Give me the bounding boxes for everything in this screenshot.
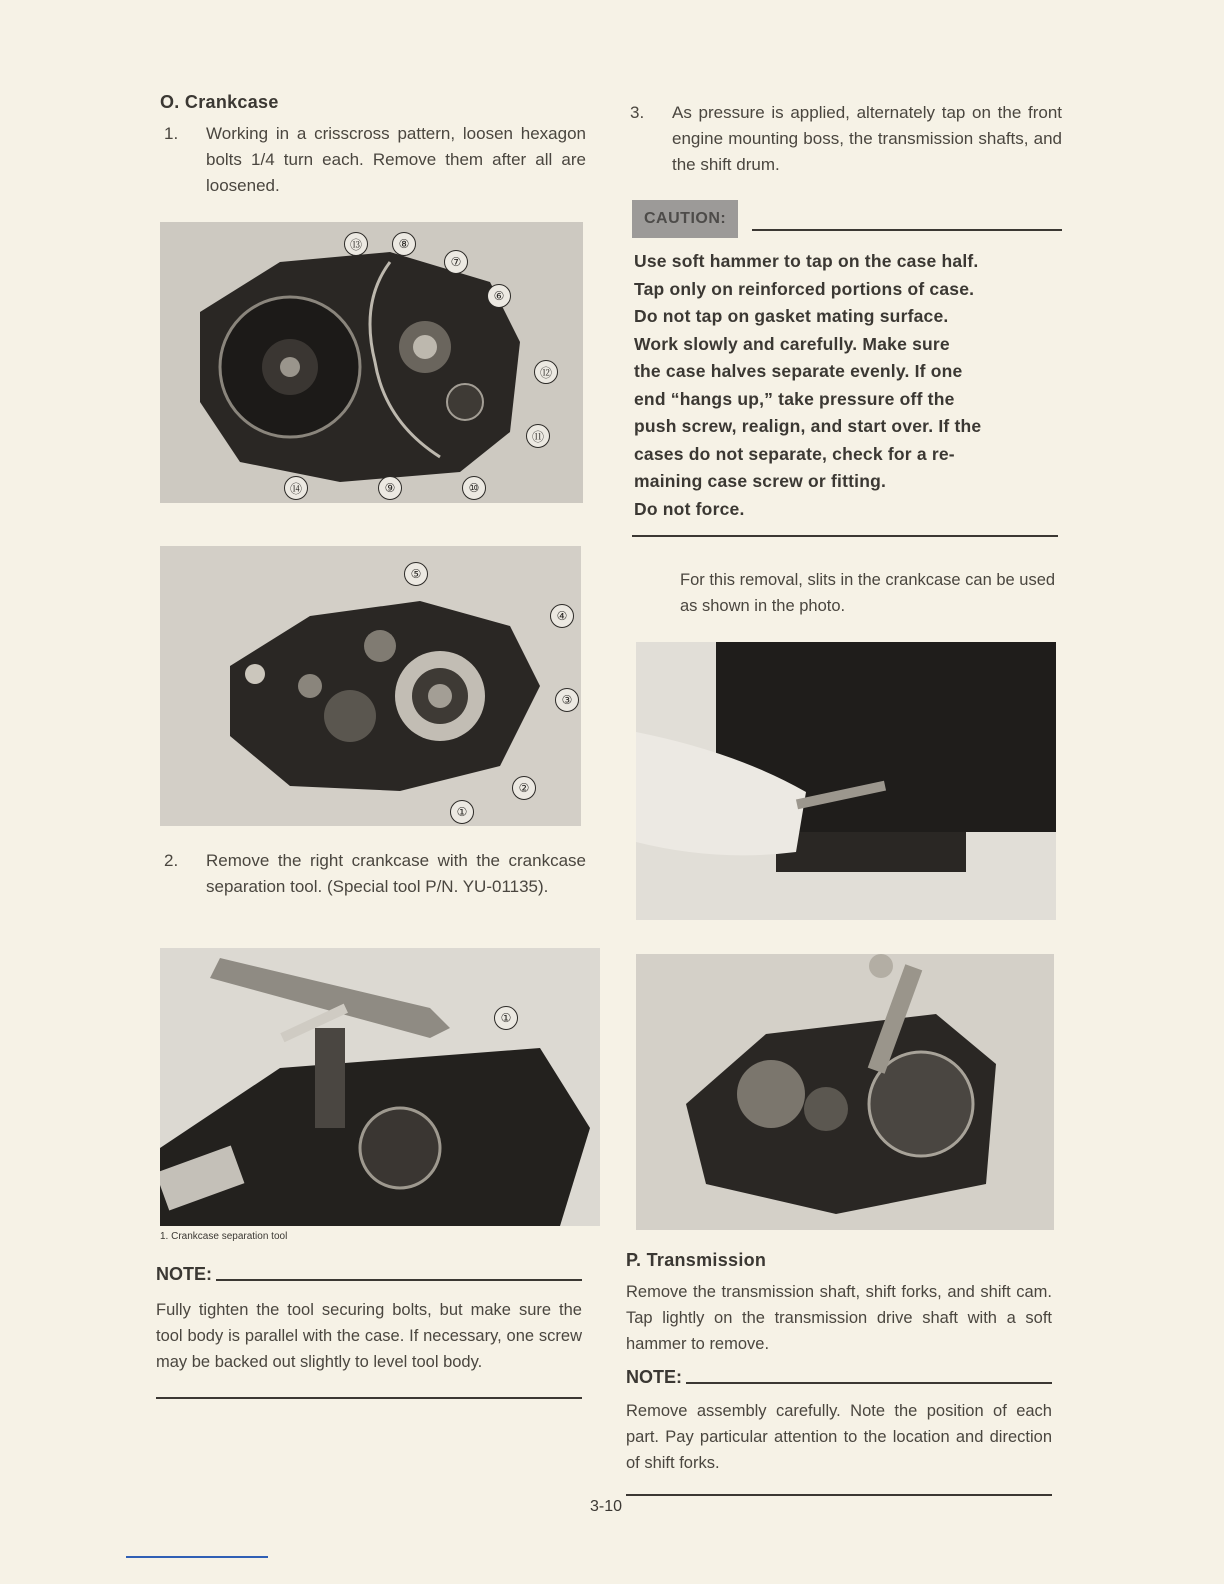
step-2 (156, 848, 586, 900)
section-p-heading: P. Transmission (626, 1250, 767, 1270)
callout-2: ② (512, 776, 536, 800)
section-p-note-text: Remove assembly carefully. Note the position of each part. Pay particular attention to the location and direction of shift forks. (626, 1402, 1052, 1472)
separation-tool-illustration (160, 948, 600, 1226)
step-1 (156, 121, 586, 199)
caution-line: Do not tap on gasket mating surface. (634, 306, 949, 326)
photo-caption: 1. Crankcase separation tool (160, 1231, 288, 1242)
callout-10: ⑩ (462, 476, 486, 500)
note-text: Fully tighten the tool securing bolts, but make sure the tool body is parallel with the case. If necessary, one screw may be backed out slightly to level tool body. (156, 1301, 582, 1371)
note-label: NOTE: (156, 1264, 212, 1284)
step-2-number: 2. (164, 851, 179, 870)
note-rule (216, 1279, 582, 1281)
caution-line: Use soft hammer to tap on the case half. (634, 251, 979, 271)
caution-line: maining case screw or fitting. (634, 471, 887, 491)
step-1-number: 1. (164, 124, 179, 143)
right-column (622, 100, 1062, 619)
callout-6: ⑥ (487, 284, 511, 308)
callout-tool-1: ① (494, 1006, 518, 1030)
left-column (156, 92, 586, 199)
crankcase-photo-bolts (160, 222, 583, 503)
note-header (156, 1264, 582, 1285)
caution-line: the case halves separate evenly. If one (634, 361, 963, 381)
removal-note: For this removal, slits in the crankcase can be used as shown in the photo. (680, 571, 1056, 615)
note-rule-right (686, 1382, 1052, 1384)
callout-12: ⑫ (534, 360, 558, 384)
section-o-heading: O. Crankcase (160, 92, 279, 112)
section-p-end-rule (626, 1494, 1052, 1496)
crankcase-slit-illustration (636, 642, 1056, 920)
separation-tool-photo (160, 948, 600, 1226)
callout-3: ③ (555, 688, 579, 712)
callout-14: ⑭ (284, 476, 308, 500)
caution-end-rule (632, 535, 1058, 537)
callout-4: ④ (550, 604, 574, 628)
page-number: 3-10 (590, 1498, 623, 1515)
note-block-left (156, 1264, 582, 1399)
caution-text (634, 248, 1058, 523)
step-3 (622, 100, 1062, 178)
caution-line: Tap only on reinforced portions of case. (634, 278, 975, 299)
caution-line: Do not force. (634, 498, 745, 519)
caution-line: end “hangs up,” take pressure off the (634, 388, 955, 409)
step-3-number: 3. (630, 103, 645, 122)
footer-link-rule (126, 1556, 268, 1558)
crankshaft-photo (636, 954, 1054, 1230)
note-end-rule (156, 1397, 582, 1399)
step-2-text: Remove the right crankcase with the crankcase separation tool. (Special tool P/N. YU-01135). (206, 851, 586, 896)
callout-11: ⑪ (526, 424, 550, 448)
caution-rule (752, 229, 1062, 231)
callout-7: ⑦ (444, 250, 468, 274)
caution-header (632, 200, 1062, 238)
caution-line: push screw, realign, and start over. If the (634, 416, 982, 436)
section-p-text: Remove the transmission shaft, shift forks, and shift cam. Tap lightly on the transmission drive shaft with a soft hammer to remove. (626, 1283, 1052, 1353)
note-label-right: NOTE: (626, 1367, 682, 1387)
crankcase-slit-photo (636, 642, 1056, 920)
step-3-text: As pressure is applied, alternately tap on the front engine mounting boss, the transmission shafts, and the shift drum. (672, 103, 1062, 174)
caution-label: CAUTION: (632, 200, 738, 238)
section-p (626, 1250, 1052, 1496)
caution-line: Work slowly and carefully. Make sure (634, 333, 950, 354)
callout-8: ⑧ (392, 232, 416, 256)
callout-1: ① (450, 800, 474, 824)
crankshaft-illustration (636, 954, 1054, 1230)
note-header-right (626, 1367, 1052, 1388)
callout-5: ⑤ (404, 562, 428, 586)
step-1-text: Working in a crisscross pattern, loosen hexagon bolts 1/4 turn each. Remove them after all are loosened. (206, 124, 586, 195)
callout-9: ⑨ (378, 476, 402, 500)
caution-line: cases do not separate, check for a re- (634, 443, 955, 464)
crankcase-illustration (160, 222, 583, 503)
callout-13: ⑬ (344, 232, 368, 256)
crankcase-photo-right (160, 546, 581, 826)
